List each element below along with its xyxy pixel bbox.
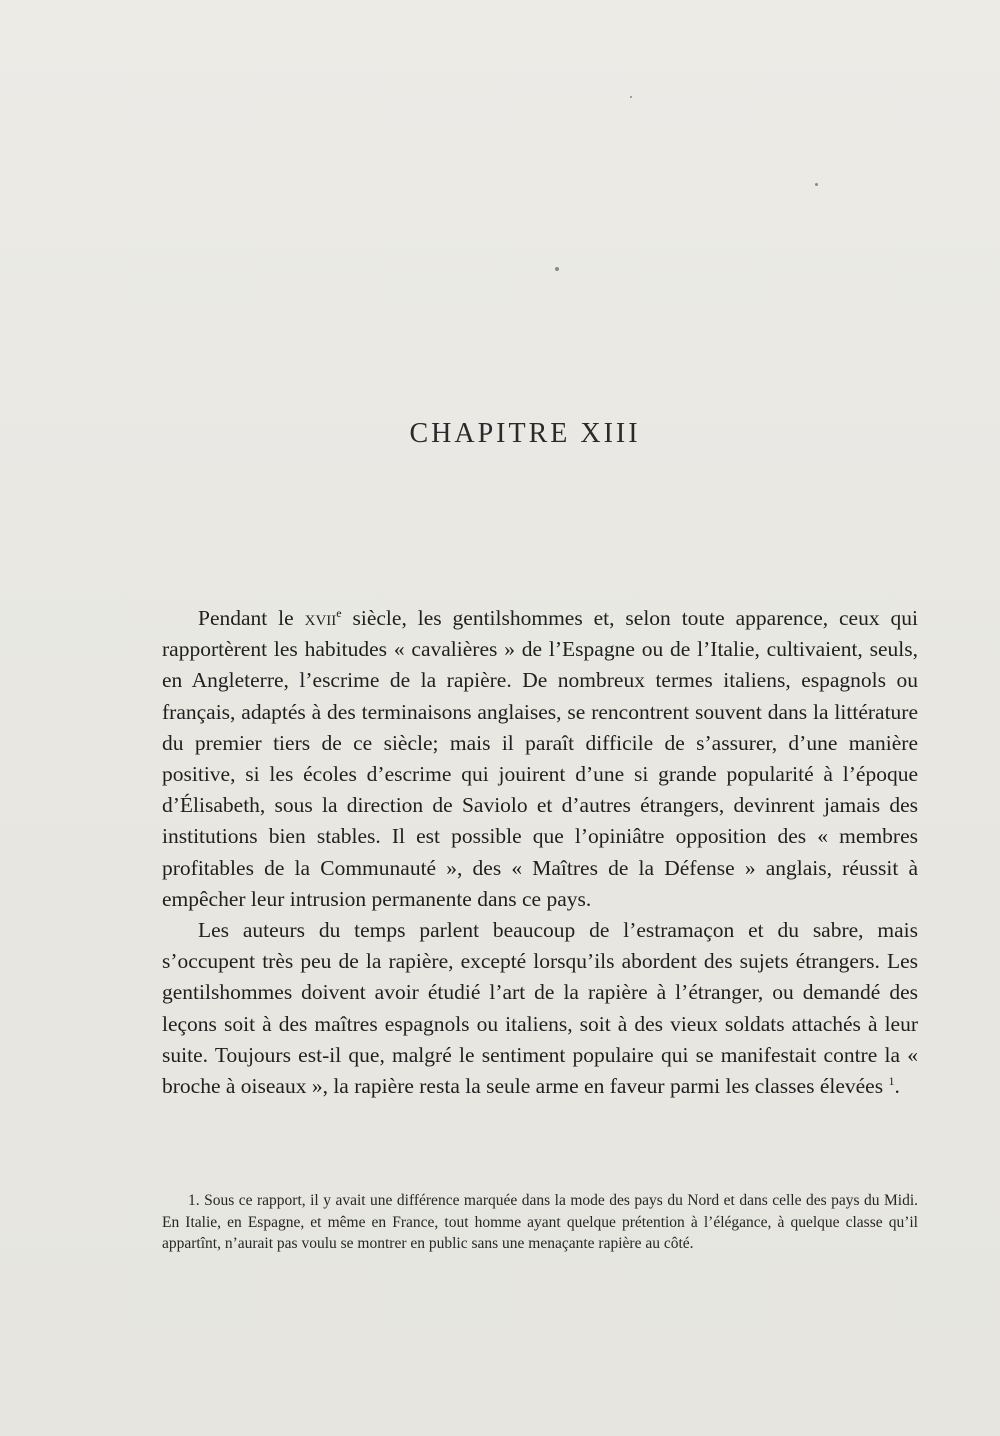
paragraph-text: . xyxy=(894,1074,900,1099)
paragraph xyxy=(162,603,918,915)
chapter-title: CHAPITRE XIII xyxy=(409,418,641,449)
paper-speck xyxy=(555,267,559,271)
paragraph-text: Pendant le xyxy=(198,606,305,630)
footnote-reference[interactable]: 1 xyxy=(888,1073,895,1088)
superscript-e: e xyxy=(336,605,342,620)
footnotes xyxy=(162,1190,918,1255)
footnote xyxy=(162,1190,918,1255)
paragraph-text: siècle, les gentilshommes et, selon toute apparence, ceux qui rapportèrent les habitudes « cavalières » de l’Espagne ou de l’Italie, cultivaient, seuls, en Angleterre, l’escrime de la rapière. De nombreux termes italiens, espagnols ou français, adaptés à des terminaisons anglaises, se rencontrent souvent dans la littérature du premier tiers de ce siècle; mais il paraît difficile de s’assurer, d’une manière positive, si les écoles d’escrime qui jouirent d’une si grande popularité à l’époque d’Élisabeth, sous la direction de Saviolo et d’autres étrangers, devinrent jamais des institutions bien stables. Il est possible que l’opiniâtre opposition des « membres profitables de la Communauté », des « Maîtres de la Défense » anglais, réussit à empêcher leur intrusion permanente dans ce pays. xyxy=(162,606,918,911)
footnote-text: Sous ce rapport, il y avait une différence marquée dans la mode des pays du Nord et dans celle des pays du Midi. En Italie, en Espagne, et même en France, tout homme ayant quelque prétention à l’élégance, à quelque classe qu’il appartînt, n’aurait pas voulu se montrer en public sans une menaçante rapière au côté. xyxy=(162,1192,918,1252)
footnote-number: 1. xyxy=(188,1192,200,1209)
century-numeral: xvii xyxy=(304,606,337,630)
paragraph-text: Les auteurs du temps parlent beaucoup de l’estramaçon et du sabre, mais s’occupent très peu de la rapière, excepté lorsqu’ils abordent des sujets étrangers. Les gentilshommes doivent avoir étudié l’art de la rapière à l’étranger, ou demandé des leçons soit à des maîtres espagnols ou italiens, soit à des vieux soldats attachés à leur suite. Toujours est-il que, malgré le sentiment populaire qui se manifestait contre la « broche à oiseaux », la rapière resta la seule arme en faveur parmi les classes élevées xyxy=(162,918,918,1099)
body-text xyxy=(162,603,918,1102)
paper-speck xyxy=(815,183,818,186)
paragraph xyxy=(162,915,918,1102)
paper-speck xyxy=(630,96,632,98)
